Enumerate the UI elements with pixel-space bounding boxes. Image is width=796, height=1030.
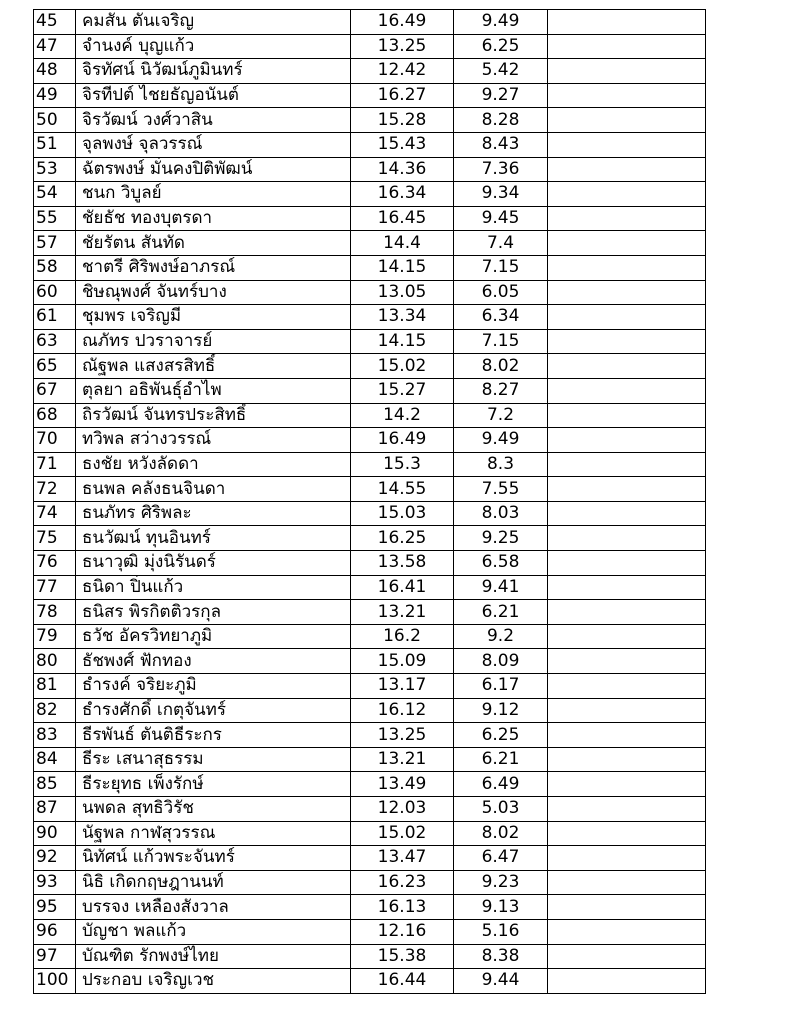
blank-cell	[548, 452, 706, 477]
score-total: 16.25	[351, 526, 454, 551]
score-total: 13.25	[351, 723, 454, 748]
blank-cell	[548, 919, 706, 944]
table-row	[34, 723, 706, 748]
row-number: 47	[34, 34, 76, 59]
row-number: 82	[34, 698, 76, 723]
score-total: 16.23	[351, 870, 454, 895]
score-adjusted: 7.36	[454, 157, 548, 182]
score-total: 14.55	[351, 477, 454, 502]
score-adjusted: 9.44	[454, 969, 548, 994]
score-total: 14.36	[351, 157, 454, 182]
score-adjusted: 8.03	[454, 501, 548, 526]
row-number: 85	[34, 772, 76, 797]
table-row	[34, 59, 706, 84]
blank-cell	[548, 329, 706, 354]
score-adjusted: 9.23	[454, 870, 548, 895]
row-number: 76	[34, 551, 76, 576]
score-adjusted: 6.25	[454, 723, 548, 748]
score-total: 15.27	[351, 378, 454, 403]
score-adjusted: 9.34	[454, 182, 548, 207]
table-row	[34, 280, 706, 305]
student-name: ชิษณุพงศ์ จันทร์บาง	[76, 280, 351, 305]
table-row	[34, 919, 706, 944]
score-total: 16.34	[351, 182, 454, 207]
student-name: บัณฑิต รักพงษ์ไทย	[76, 944, 351, 969]
row-number: 84	[34, 747, 76, 772]
blank-cell	[548, 895, 706, 920]
row-number: 48	[34, 59, 76, 84]
score-adjusted: 6.17	[454, 674, 548, 699]
score-adjusted: 7.4	[454, 231, 548, 256]
score-total: 15.38	[351, 944, 454, 969]
table-row	[34, 255, 706, 280]
blank-cell	[548, 132, 706, 157]
table-row	[34, 846, 706, 871]
score-adjusted: 7.2	[454, 403, 548, 428]
score-adjusted: 7.15	[454, 255, 548, 280]
student-name: นพดล สุทธิวิรัช	[76, 797, 351, 822]
table-row	[34, 821, 706, 846]
table-row	[34, 870, 706, 895]
score-adjusted: 9.13	[454, 895, 548, 920]
blank-cell	[548, 551, 706, 576]
student-name: ทวิพล สว่างวรรณ์	[76, 428, 351, 453]
score-total: 15.43	[351, 132, 454, 157]
student-name: ชัยธัช ทองบุตรดา	[76, 206, 351, 231]
score-adjusted: 8.27	[454, 378, 548, 403]
row-number: 83	[34, 723, 76, 748]
table-row	[34, 526, 706, 551]
score-total: 13.58	[351, 551, 454, 576]
table-row	[34, 231, 706, 256]
score-adjusted: 8.02	[454, 354, 548, 379]
row-number: 58	[34, 255, 76, 280]
row-number: 70	[34, 428, 76, 453]
student-name: ธำรงศักดิ์ เกตุจันทร์	[76, 698, 351, 723]
student-name: ถิรวัฒน์ จันทรประสิทธิ์	[76, 403, 351, 428]
table-row	[34, 83, 706, 108]
score-total: 16.27	[351, 83, 454, 108]
blank-cell	[548, 182, 706, 207]
row-number: 90	[34, 821, 76, 846]
row-number: 50	[34, 108, 76, 133]
row-number: 97	[34, 944, 76, 969]
score-total: 13.47	[351, 846, 454, 871]
student-name: ธนาวุฒิ มุ่งนิรันดร์	[76, 551, 351, 576]
table-row	[34, 797, 706, 822]
score-total: 14.15	[351, 255, 454, 280]
row-number: 95	[34, 895, 76, 920]
blank-cell	[548, 378, 706, 403]
score-adjusted: 6.25	[454, 34, 548, 59]
row-number: 65	[34, 354, 76, 379]
blank-cell	[548, 624, 706, 649]
student-name: ชัยรัตน สันทัด	[76, 231, 351, 256]
blank-cell	[548, 501, 706, 526]
student-name: ชนก วิบูลย์	[76, 182, 351, 207]
score-total: 13.49	[351, 772, 454, 797]
score-adjusted: 8.3	[454, 452, 548, 477]
row-number: 63	[34, 329, 76, 354]
student-name: ณภัทร ปวราจารย์	[76, 329, 351, 354]
table-row	[34, 132, 706, 157]
score-adjusted: 7.55	[454, 477, 548, 502]
score-adjusted: 6.05	[454, 280, 548, 305]
blank-cell	[548, 674, 706, 699]
row-number: 93	[34, 870, 76, 895]
student-name: จิรทีปต์ ไชยธัญอนันต์	[76, 83, 351, 108]
student-name: นิธิ เกิดกฤษฎานนท์	[76, 870, 351, 895]
table-row	[34, 452, 706, 477]
score-total: 12.42	[351, 59, 454, 84]
score-table-body	[34, 10, 706, 994]
table-row	[34, 157, 706, 182]
student-name: ชุมพร เจริญมี	[76, 305, 351, 330]
score-total: 16.45	[351, 206, 454, 231]
blank-cell	[548, 280, 706, 305]
student-name: ฉัตรพงษ์ มั่นคงปิติพัฒน์	[76, 157, 351, 182]
score-table	[33, 9, 706, 994]
student-name: ณัฐพล แสงสรสิทธิ์	[76, 354, 351, 379]
student-name: จิรวัฒน์ วงศ์วาสิน	[76, 108, 351, 133]
blank-cell	[548, 772, 706, 797]
table-row	[34, 895, 706, 920]
score-total: 14.15	[351, 329, 454, 354]
score-total: 14.2	[351, 403, 454, 428]
row-number: 74	[34, 501, 76, 526]
row-number: 81	[34, 674, 76, 699]
student-name: ธวัช อัครวิทยาภูมิ	[76, 624, 351, 649]
student-name: ธนภัทร ศิริพละ	[76, 501, 351, 526]
score-adjusted: 9.45	[454, 206, 548, 231]
row-number: 57	[34, 231, 76, 256]
student-name: ธีระยุทธ เพ็งรักษ์	[76, 772, 351, 797]
score-total: 16.44	[351, 969, 454, 994]
blank-cell	[548, 206, 706, 231]
student-name: ธำรงค์ จริยะภูมิ	[76, 674, 351, 699]
student-name: ธนวัฒน์ ทุนอินทร์	[76, 526, 351, 551]
blank-cell	[548, 428, 706, 453]
score-adjusted: 8.28	[454, 108, 548, 133]
table-row	[34, 206, 706, 231]
score-total: 15.02	[351, 821, 454, 846]
score-total: 13.21	[351, 600, 454, 625]
blank-cell	[548, 83, 706, 108]
row-number: 100	[34, 969, 76, 994]
score-adjusted: 9.41	[454, 575, 548, 600]
student-name: ธนพล คลังธนจินดา	[76, 477, 351, 502]
score-adjusted: 6.21	[454, 600, 548, 625]
table-row	[34, 354, 706, 379]
row-number: 55	[34, 206, 76, 231]
table-row	[34, 944, 706, 969]
score-total: 16.13	[351, 895, 454, 920]
table-row	[34, 10, 706, 35]
score-adjusted: 9.27	[454, 83, 548, 108]
student-name: คมสัน ตันเจริญ	[76, 10, 351, 35]
score-adjusted: 8.38	[454, 944, 548, 969]
blank-cell	[548, 747, 706, 772]
row-number: 87	[34, 797, 76, 822]
table-row	[34, 182, 706, 207]
blank-cell	[548, 969, 706, 994]
table-row	[34, 403, 706, 428]
table-row	[34, 575, 706, 600]
row-number: 79	[34, 624, 76, 649]
blank-cell	[548, 10, 706, 35]
row-number: 80	[34, 649, 76, 674]
row-number: 49	[34, 83, 76, 108]
score-total: 15.03	[351, 501, 454, 526]
table-row	[34, 698, 706, 723]
score-adjusted: 9.49	[454, 10, 548, 35]
row-number: 61	[34, 305, 76, 330]
blank-cell	[548, 575, 706, 600]
blank-cell	[548, 698, 706, 723]
table-row	[34, 477, 706, 502]
blank-cell	[548, 59, 706, 84]
score-total: 16.12	[351, 698, 454, 723]
score-total: 13.21	[351, 747, 454, 772]
score-total: 16.49	[351, 10, 454, 35]
score-total: 16.49	[351, 428, 454, 453]
table-row	[34, 600, 706, 625]
row-number: 96	[34, 919, 76, 944]
score-total: 13.05	[351, 280, 454, 305]
row-number: 92	[34, 846, 76, 871]
student-name: ธีรพันธ์ ตันติธีระกร	[76, 723, 351, 748]
student-name: ธัชพงศ์ ฟักทอง	[76, 649, 351, 674]
table-row	[34, 305, 706, 330]
score-adjusted: 5.03	[454, 797, 548, 822]
score-adjusted: 7.15	[454, 329, 548, 354]
table-row	[34, 551, 706, 576]
row-number: 60	[34, 280, 76, 305]
student-name: ประกอบ เจริญเวช	[76, 969, 351, 994]
student-name: จิรทัศน์ นิวัฒน์ภูมินทร์	[76, 59, 351, 84]
score-adjusted: 9.2	[454, 624, 548, 649]
table-row	[34, 34, 706, 59]
score-adjusted: 6.47	[454, 846, 548, 871]
blank-cell	[548, 526, 706, 551]
row-number: 54	[34, 182, 76, 207]
table-row	[34, 329, 706, 354]
blank-cell	[548, 231, 706, 256]
score-total: 15.02	[351, 354, 454, 379]
score-adjusted: 5.16	[454, 919, 548, 944]
row-number: 77	[34, 575, 76, 600]
score-adjusted: 9.49	[454, 428, 548, 453]
row-number: 72	[34, 477, 76, 502]
student-name: นิทัศน์ แก้วพระจันทร์	[76, 846, 351, 871]
score-total: 13.17	[351, 674, 454, 699]
student-name: ธีระ เสนาสุธรรม	[76, 747, 351, 772]
row-number: 75	[34, 526, 76, 551]
blank-cell	[548, 305, 706, 330]
score-adjusted: 6.58	[454, 551, 548, 576]
score-total: 13.25	[351, 34, 454, 59]
score-adjusted: 8.43	[454, 132, 548, 157]
score-total: 16.2	[351, 624, 454, 649]
table-row	[34, 428, 706, 453]
score-total: 15.09	[351, 649, 454, 674]
blank-cell	[548, 108, 706, 133]
row-number: 45	[34, 10, 76, 35]
student-name: ชาตรี ศิริพงษ์อาภรณ์	[76, 255, 351, 280]
row-number: 51	[34, 132, 76, 157]
student-name: บัญชา พลแก้ว	[76, 919, 351, 944]
blank-cell	[548, 944, 706, 969]
score-adjusted: 8.09	[454, 649, 548, 674]
student-name: จุลพงษ์ จุลวรรณ์	[76, 132, 351, 157]
blank-cell	[548, 354, 706, 379]
score-total: 13.34	[351, 305, 454, 330]
score-total: 15.28	[351, 108, 454, 133]
table-row	[34, 772, 706, 797]
row-number: 71	[34, 452, 76, 477]
row-number: 67	[34, 378, 76, 403]
score-adjusted: 6.21	[454, 747, 548, 772]
blank-cell	[548, 870, 706, 895]
score-total: 14.4	[351, 231, 454, 256]
table-row	[34, 108, 706, 133]
row-number: 78	[34, 600, 76, 625]
blank-cell	[548, 846, 706, 871]
blank-cell	[548, 821, 706, 846]
student-name: จำนงค์ บุญแก้ว	[76, 34, 351, 59]
blank-cell	[548, 797, 706, 822]
student-name: ธนิสร พิรกิตติวรกุล	[76, 600, 351, 625]
score-adjusted: 8.02	[454, 821, 548, 846]
score-adjusted: 6.34	[454, 305, 548, 330]
student-name: ธงชัย หวังลัดดา	[76, 452, 351, 477]
blank-cell	[548, 723, 706, 748]
table-row	[34, 674, 706, 699]
table-row	[34, 969, 706, 994]
table-row	[34, 649, 706, 674]
blank-cell	[548, 157, 706, 182]
score-total: 12.16	[351, 919, 454, 944]
row-number: 68	[34, 403, 76, 428]
blank-cell	[548, 649, 706, 674]
blank-cell	[548, 34, 706, 59]
student-name: ตุลยา อธิพันธุ์อำไพ	[76, 378, 351, 403]
score-total: 16.41	[351, 575, 454, 600]
blank-cell	[548, 600, 706, 625]
score-total: 12.03	[351, 797, 454, 822]
score-adjusted: 5.42	[454, 59, 548, 84]
row-number: 53	[34, 157, 76, 182]
score-adjusted: 6.49	[454, 772, 548, 797]
student-name: นัฐพล กาฬสุวรรณ	[76, 821, 351, 846]
table-row	[34, 501, 706, 526]
score-total: 15.3	[351, 452, 454, 477]
table-row	[34, 624, 706, 649]
score-adjusted: 9.25	[454, 526, 548, 551]
score-adjusted: 9.12	[454, 698, 548, 723]
blank-cell	[548, 403, 706, 428]
student-name: บรรจง เหลืองสังวาล	[76, 895, 351, 920]
student-name: ธนิดา ปิ่นแก้ว	[76, 575, 351, 600]
table-row	[34, 747, 706, 772]
score-table-container	[33, 9, 706, 994]
blank-cell	[548, 477, 706, 502]
blank-cell	[548, 255, 706, 280]
table-row	[34, 378, 706, 403]
